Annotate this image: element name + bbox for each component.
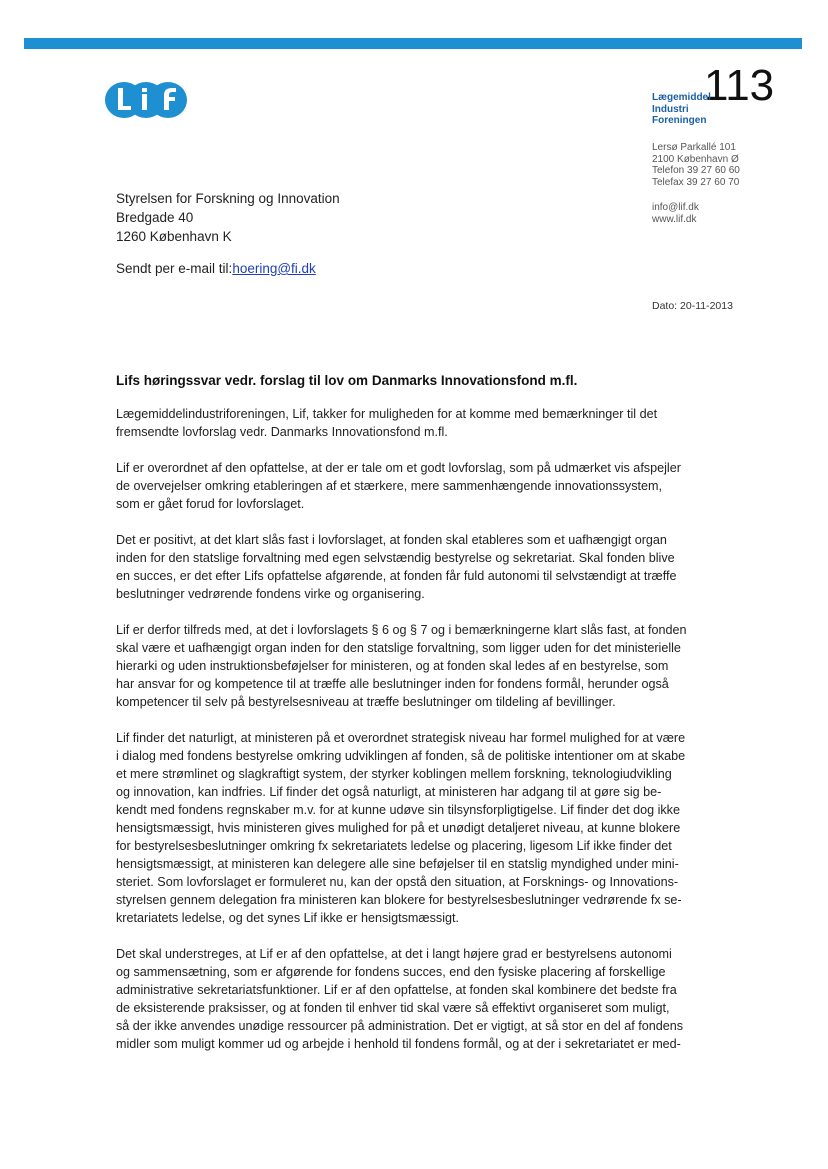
body-line: kretariatets ledelse, og det synes Lif ikke er hensigtsmæssigt. — [116, 911, 459, 925]
body-line: Lif finder det naturligt, at ministeren på et overordnet strategisk niveau har formel mulighed for at være — [116, 731, 686, 745]
body-line: Det skal understreges, at Lif er af den opfattelse, at det i langt højere grad er bestyrelsens autonomi — [116, 947, 672, 961]
body-line: de eksisterende praksisser, og at fonden til enhver tid skal være så effektivt organiseret som muligt, — [116, 1001, 670, 1015]
recipient-line: Styrelsen for Forskning og Innovation — [116, 191, 340, 206]
body-line: hensigtsmæssigt, at ministeren kan delegere alle sine beføjelser til en statslig myndighed under mini- — [116, 857, 679, 871]
letter-date: Dato: 20-11-2013 — [652, 300, 733, 312]
sender-contact — [652, 142, 740, 225]
body-line: kompetencer til selv på bestyrelsesniveau at træffe beslutninger om tildeling af bevillinger. — [116, 695, 616, 709]
body-line: så der ikke anvendes unødige ressourcer på administration. Det er vigtigt, at så stor en del af fondens — [116, 1019, 684, 1033]
org-name — [652, 92, 711, 127]
body-line: fremsendte lovforslag vedr. Danmarks Innovationsfond m.fl. — [116, 425, 448, 439]
body-paragraph — [116, 459, 756, 513]
address-line: 2100 København Ø — [652, 153, 739, 165]
body-line: hierarki og uden instruktionsbeføjelser for ministeren, og at fonden skal ledes af en bestyrelse, som — [116, 659, 669, 673]
fax-line: Telefax 39 27 60 70 — [652, 176, 740, 188]
body-line: et mere strømlinet og slagkraftigt system, der styrker koblingen mellem forskning, teknologiudvikling — [116, 767, 672, 781]
lif-logo-icon — [104, 78, 188, 122]
body-line: de overvejelser omkring etableringen af et stærkere, mere sammenhængende innovationssystem, — [116, 479, 663, 493]
body-line: skal være et uafhængigt organ inden for den statslige forvaltning, som ligger uden for det ministerielle — [116, 641, 681, 655]
body-line: midler som muligt kommer ud og arbejde i henhold til fondens formål, og at der i sekretariatet er med- — [116, 1037, 681, 1051]
body-line: beslutninger vedrørende fondens virke og organisering. — [116, 587, 425, 601]
recipient-email-link[interactable]: hoering@fi.dk — [232, 261, 316, 276]
recipient-address — [116, 189, 340, 246]
org-name-line: Lægemiddel — [652, 92, 711, 103]
body-line: administrative sekretariatsfunktioner. Lif er af den opfattelse, at fonden skal kombinere det bedste fra — [116, 983, 677, 997]
body-paragraph — [116, 945, 756, 1053]
org-name-line: Foreningen — [652, 115, 707, 126]
phone-line: Telefon 39 27 60 60 — [652, 165, 740, 176]
body-line: i dialog med fondens bestyrelse omkring udviklingen af fonden, så de politiske intentioner om at skabe — [116, 749, 686, 763]
recipient-line: Bredgade 40 — [116, 210, 194, 225]
address-line: Lersø Parkallé 101 — [652, 142, 736, 153]
body-paragraph — [116, 621, 756, 711]
sent-label: Sendt per e-mail til: — [116, 261, 233, 276]
body-line: og sammensætning, som er afgørende for fondens succes, end den fysiske placering af forskellige — [116, 965, 666, 979]
body-paragraph — [116, 729, 756, 927]
body-line: som er gået forud for lovforslaget. — [116, 497, 305, 511]
sent-by-email — [116, 261, 316, 276]
body-line: har ansvar for og kompetence til at træffe alle beslutninger inden for fondens formål, herunder også — [116, 677, 669, 691]
body-line: en succes, er det efter Lifs opfattelse afgørende, at fonden får fuld autonomi til selvstændigt at træffe — [116, 569, 677, 583]
recipient-line: 1260 København K — [116, 229, 232, 244]
body-line: og innovation, kan indfries. Lif finder det også naturligt, at ministeren har adgang til at gøre sig be- — [116, 785, 662, 799]
letter-body — [116, 405, 756, 1071]
email-line: info@lif.dk — [652, 202, 699, 213]
body-line: Lif er overordnet af den opfattelse, at der er tale om et godt lovforslag, som på udmærket vis afspejler — [116, 461, 681, 475]
body-line: for bestyrelsesbeslutninger omkring fx sekretariatets ledelse og placering, ligesom Lif ikke finder det — [116, 839, 672, 853]
body-line: styrelsen gennem delegation fra ministeren kan blokere for bestyrelsesbeslutninger vedrørende fx se- — [116, 893, 682, 907]
body-line: hensigtsmæssigt, hvis ministeren gives mulighed for på et unødigt detaljeret niveau, at kunne blokere — [116, 821, 681, 835]
body-line: steriet. Som lovforslaget er formuleret nu, kan der opstå den situation, at Forsknings- og Innovations- — [116, 875, 679, 889]
top-accent-bar — [24, 38, 802, 49]
body-line: Lif er derfor tilfreds med, at det i lovforslagets § 6 og § 7 og i bemærkningerne klart slås fast, at fonden — [116, 623, 687, 637]
body-line: Det er positivt, at det klart slås fast i lovforslaget, at fonden skal etableres som et uafhængigt organ — [116, 533, 667, 547]
body-line: inden for den statslige forvaltning med egen selvstændig bestyrelse og sekretariat. Skal fonden blive — [116, 551, 675, 565]
body-line: kendt med fondens regnskaber m.v. for at kunne udøve sin tilsynsforpligtigelse. Lif finder det dog ikke — [116, 803, 680, 817]
page-number: 113 — [704, 61, 775, 110]
letter-subject: Lifs høringssvar vedr. forslag til lov om Danmarks Innovationsfond m.fl. — [116, 373, 578, 388]
body-paragraph — [116, 405, 756, 441]
body-paragraph — [116, 531, 756, 603]
body-line: Lægemiddelindustriforeningen, Lif, takker for muligheden for at komme med bemærkninger til det — [116, 407, 658, 421]
website-line: www.lif.dk — [652, 213, 697, 225]
org-name-line: Industri — [652, 103, 689, 115]
